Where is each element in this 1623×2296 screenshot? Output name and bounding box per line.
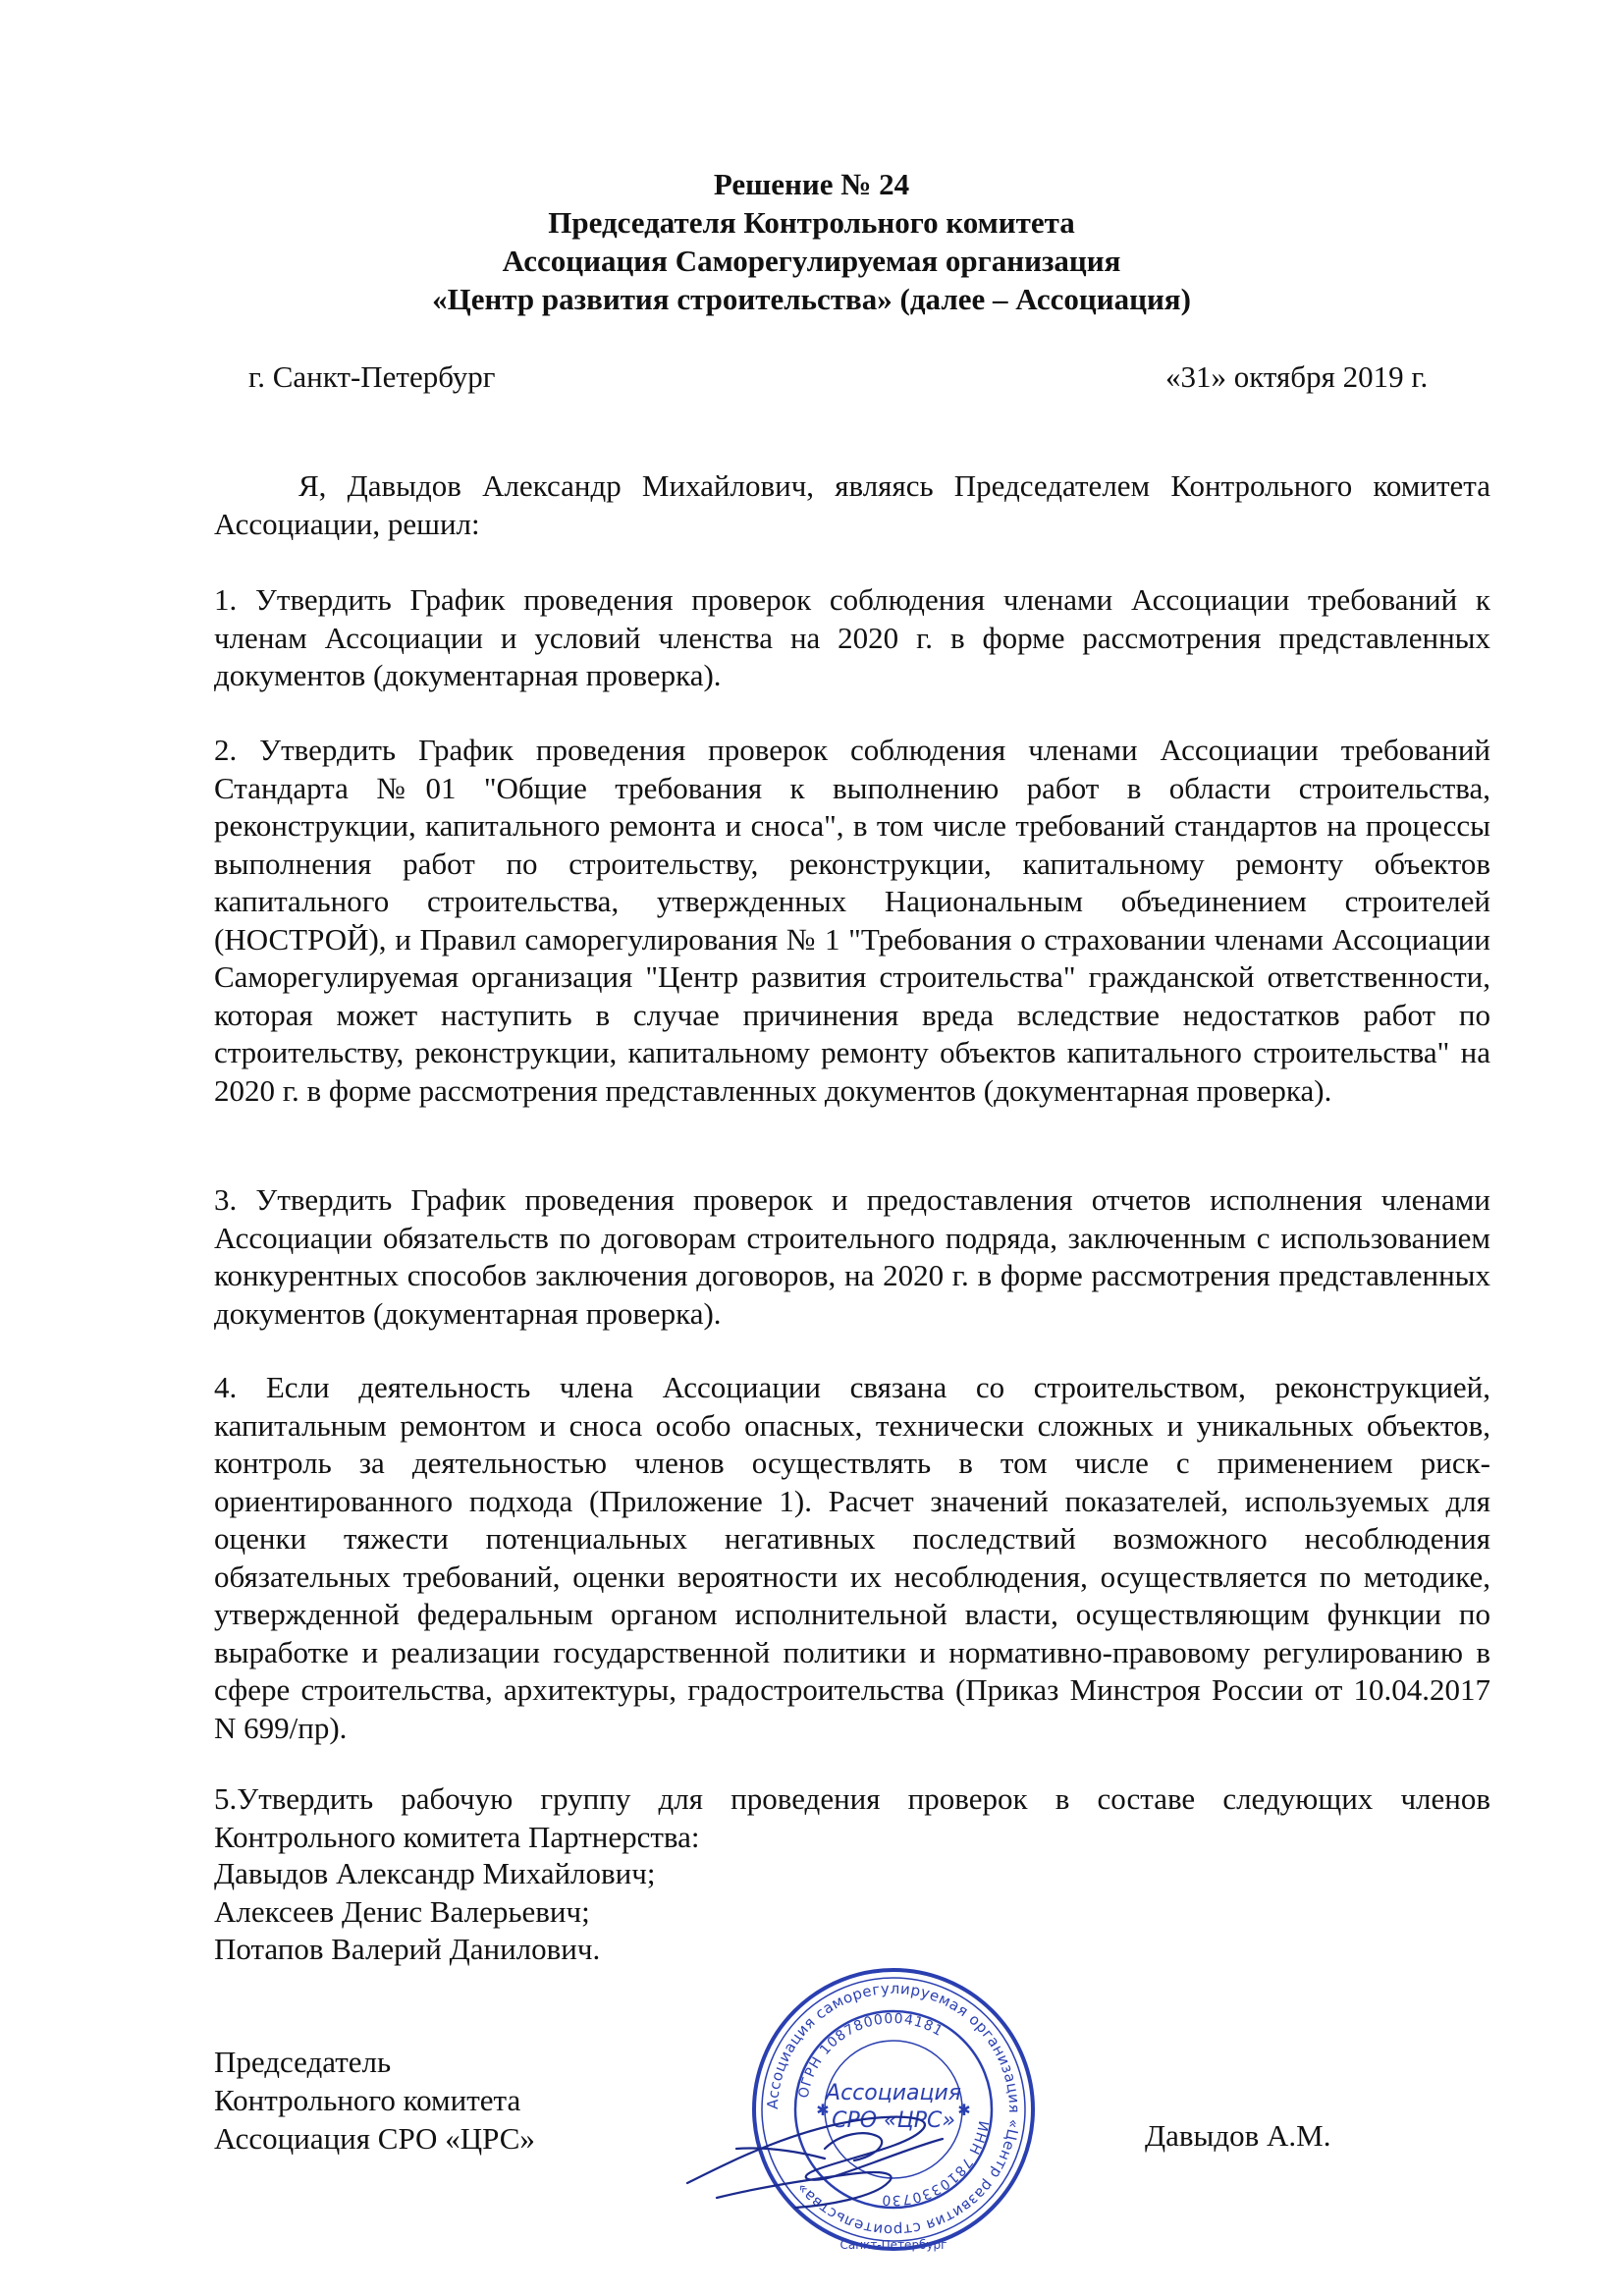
stamp-star-icon: ✱	[957, 2101, 971, 2119]
stamp-ring-text: Ассоциация саморегулируемая организация «Центр развития строительства»	[763, 1979, 1024, 2240]
decision-item-2: 2. Утвердить График проведения проверок соблюдения членами Ассоциации требований Стандарта №01 "Общие требования к выполнению работ в области строительства, реконструкции, капитального ремонта и сноса", в том числе требований стандартов на процессы выполнения работ по строительству, реконструкции, капитальному ремонту объектов капитального строительства, утвержденных Национальным объединением строителей (НОСТРОЙ), и Правил саморегулирования № 1 "Требования о страховании членами Ассоциации Саморегулируемая организация "Центр развития строительства" гражданской ответственности, которая может наступить в случае причинения вреда вследствие недостатков работ по строительству, реконструкции, капитальному ремонту объектов капитального строительства" на 2020 г. в форме рассмотрения представленных документов (документарная проверка).	[214, 733, 1490, 1108]
stamp-center-line-2: СРО «ЦРС»	[832, 2108, 955, 2133]
signatory-title-line-3: Ассоциация СРО «ЦРС»	[214, 2121, 535, 2156]
signatory-name: Давыдов А.М.	[1145, 2118, 1331, 2153]
title-line-2: Председателя Контрольного комитета	[548, 205, 1075, 240]
stamp-inn: ИНН 7810330730	[880, 2119, 992, 2209]
signatory-title	[214, 2043, 535, 2158]
stamp-center-line-1: Ассоциация	[826, 2081, 961, 2105]
document-place: г. Санкт-Петербург	[248, 359, 496, 394]
title-line-1: Решение № 24	[713, 167, 910, 201]
stamp-ogrn: ОГРН 1087800004181	[795, 2010, 947, 2100]
working-group-member: Давыдов Александр Михайлович;	[214, 1856, 656, 1890]
document-date: «31» октября 2019 г.	[1165, 359, 1429, 394]
signatory-title-line-2: Контрольного комитета	[214, 2083, 521, 2117]
working-group-member: Алексеев Денис Валерьевич;	[214, 1894, 590, 1929]
handwritten-signature	[677, 2090, 1001, 2217]
decision-item-4: 4. Если деятельность члена Ассоциации связана со строительством, реконструкцией, капитальным ремонтом и сноса особо опасных, технически сложных и уникальных объектов, контроль за деятельностью членов осуществлять в том числе с применением риск-ориентированного подхода (Приложение 1). Расчет значений показателей, используемых для оценки тяжести потенциальных негативных последствий возможного несоблюдения обязательных требований, оценки вероятности их несоблюдения, осуществляется по методике, утвержденной федеральным органом исполнительной власти, осуществляющим функции по выработке и реализации государственной политики и нормативно-правовому регулированию в сфере строительства, архитектуры, градостроительства (Приказ Минстроя России от 10.04.2017 N 699/пр).	[214, 1370, 1490, 1745]
decision-item-5: 5.Утвердить рабочую группу для проведения проверок в составе следующих членов Контрольного комитета Партнерства:	[214, 1781, 1490, 1854]
signatory-title-line-1: Председатель	[214, 2045, 392, 2079]
decision-item-3: 3. Утвердить График проведения проверок и предоставления отчетов исполнения членами Ассоциации обязательств по договорам строительного подряда, заключенным с использованием конкурентных способов заключения договоров, на 2020 г. в форме рассмотрения представленных документов (документарная проверка).	[214, 1182, 1490, 1331]
stamp-city: Санкт-Петербург	[839, 2238, 947, 2252]
working-group-member: Потапов Валерий Данилович.	[214, 1932, 601, 1966]
title-line-4: «Центр развития строительства» (далее – Ассоциация)	[432, 282, 1191, 316]
stamp-star-icon: ✱	[816, 2101, 830, 2119]
decision-item-1: 1. Утвердить График проведения проверок соблюдения членами Ассоциации требований к членам Ассоциации и условий членства на 2020 г. в форме рассмотрения представленных документов (документарная проверка).	[214, 582, 1490, 692]
title-line-3: Ассоциация Саморегулируемая организация	[502, 244, 1121, 278]
document-title	[0, 165, 1623, 318]
intro-paragraph: Я, Давыдов Александр Михайлович, являясь Председателем Контрольного комитета Ассоциации, решил:	[214, 468, 1490, 541]
